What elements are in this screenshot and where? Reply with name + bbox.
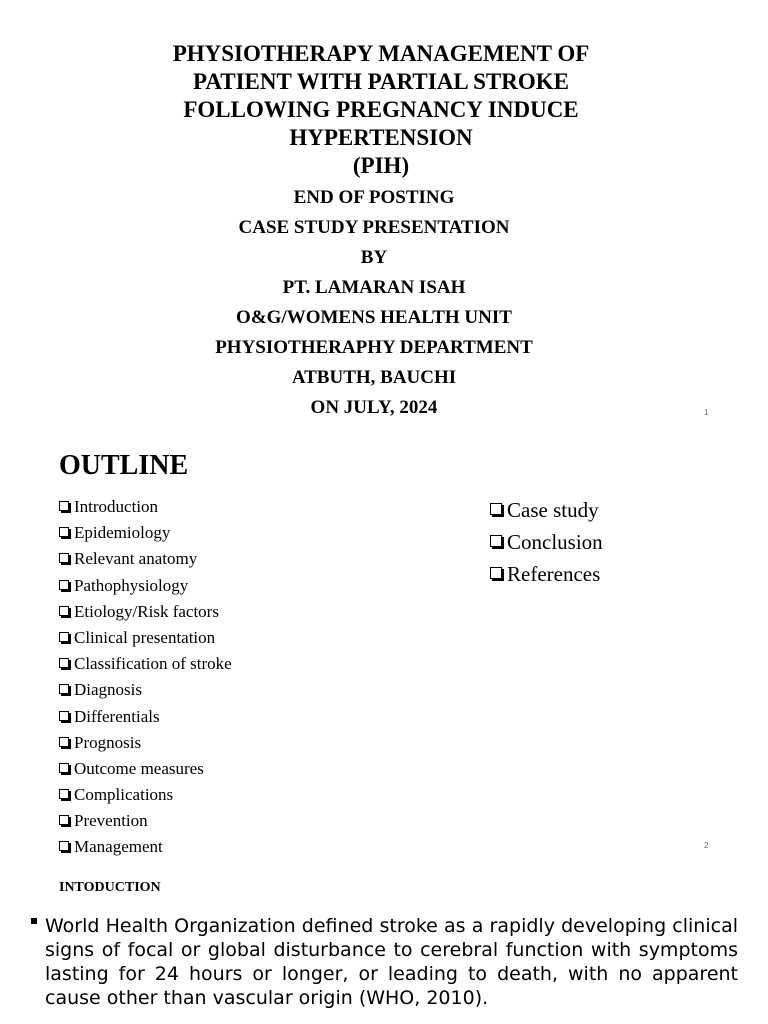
list-item [490,526,603,558]
subtitle-line: ATBUTH, BAUCHI [291,367,457,388]
section-heading: INTODUCTION [59,880,161,895]
list-item-label: Diagnosis [74,680,142,700]
checkbox-bullet-icon [59,606,69,616]
list-item-label: Complications [74,785,174,805]
list-item-label: Classification of stroke [74,654,232,674]
checkbox-bullet-icon [59,841,69,851]
list-item-label: Etiology/Risk factors [74,601,219,621]
list-item-label: Clinical presentation [74,627,216,647]
outline-list-right [490,494,603,590]
list-item [59,625,232,651]
outline-list-left [59,494,232,861]
list-item [59,756,232,782]
checkbox-bullet-icon [59,553,69,563]
list-item-label: Relevant anatomy [74,549,198,569]
list-item [59,677,232,703]
subtitle-line: O&G/WOMENS HEALTH UNIT [236,307,512,328]
subtitle-line: CASE STUDY PRESENTATION [238,217,510,238]
list-item [59,494,232,520]
title-line: HYPERTENSION [289,125,473,150]
list-item [59,599,232,625]
list-item [59,651,232,677]
subtitle-line: PHYSIOTHERAPHY DEPARTMENT [215,337,533,358]
title-line: FOLLOWING PREGNANCY INDUCE [183,97,579,122]
list-item-label: Differentials [74,706,160,726]
list-item [59,704,232,730]
list-item-label: Pathophysiology [74,575,189,595]
list-item-label: Prevention [74,811,148,831]
list-item [59,520,232,546]
checkbox-bullet-icon [490,503,502,515]
list-item-label: References [507,562,601,586]
list-item-label: Outcome measures [74,758,204,778]
list-item [59,573,232,599]
checkbox-bullet-icon [59,789,69,799]
checkbox-bullet-icon [59,632,69,642]
checkbox-bullet-icon [59,580,69,590]
list-item-label: Management [74,837,163,857]
introduction-slide [0,862,768,1024]
checkbox-bullet-icon [59,527,69,537]
checkbox-bullet-icon [59,815,69,825]
checkbox-bullet-icon [59,501,69,511]
subtitle-line: BY [360,247,388,268]
presentation-title [100,40,662,180]
checkbox-bullet-icon [490,567,502,579]
title-line: PHYSIOTHERAPY MANAGEMENT OF [172,41,590,66]
square-bullet-icon [31,918,37,924]
outline-slide [0,430,768,862]
list-item-label: Epidemiology [74,523,171,543]
checkbox-bullet-icon [59,658,69,668]
list-item [490,558,603,590]
list-item-label: Conclusion [507,530,603,554]
title-slide [0,0,768,430]
checkbox-bullet-icon [59,684,69,694]
checkbox-bullet-icon [59,711,69,721]
list-item-label: Prognosis [74,732,142,752]
list-item [59,808,232,834]
checkbox-bullet-icon [59,763,69,773]
presentation-subtitle [100,183,648,423]
list-item [490,494,603,526]
title-line: PATIENT WITH PARTIAL STROKE [192,69,570,94]
checkbox-bullet-icon [59,737,69,747]
list-item [59,834,232,860]
list-item-label: Introduction [74,497,159,516]
subtitle-line: END OF POSTING [293,187,455,208]
checkbox-bullet-icon [490,535,502,547]
list-item [59,782,232,808]
page-number: 1 [704,408,709,417]
subtitle-line: PT. LAMARAN ISAH [282,277,466,298]
list-item [59,730,232,756]
subtitle-line: ON JULY, 2024 [310,397,438,418]
list-item-label: Case study [507,498,599,522]
page-number: 2 [704,841,709,850]
intro-paragraph: World Health Organization defined stroke as a rapidly developing clinical signs of focal or global disturbance to cerebral function with symptoms lasting for 24 hours or longer, or leading to death, with no apparent cause other than vascular origin (WHO, 2010). [45,915,738,1009]
title-line: (PIH) [352,153,410,178]
outline-heading: OUTLINE [59,450,189,481]
list-item [59,546,232,572]
